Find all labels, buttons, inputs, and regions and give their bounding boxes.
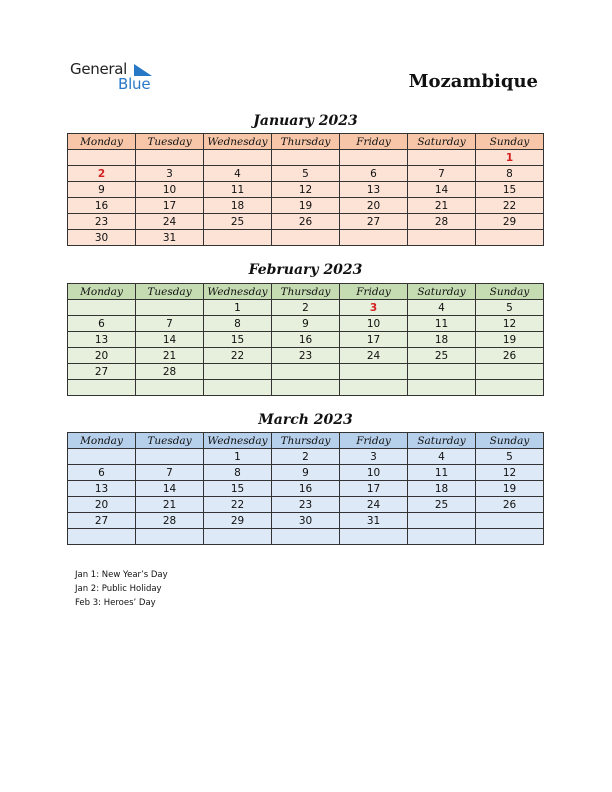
day-cell: 3 <box>136 166 204 182</box>
day-cell: 7 <box>136 465 204 481</box>
day-cell: 15 <box>476 182 544 198</box>
week-row <box>68 348 544 364</box>
empty-day-cell <box>476 513 544 529</box>
empty-day-cell <box>340 529 408 545</box>
week-row <box>68 513 544 529</box>
month-title-january: January 2023 <box>253 113 358 129</box>
empty-day-cell <box>68 449 136 465</box>
empty-day-cell <box>340 150 408 166</box>
day-cell: 16 <box>68 198 136 214</box>
week-row <box>68 182 544 198</box>
day-cell: 8 <box>204 465 272 481</box>
day-cell: 1 <box>204 300 272 316</box>
day-cell: 10 <box>340 465 408 481</box>
empty-day-cell <box>476 529 544 545</box>
day-cell: 13 <box>68 332 136 348</box>
empty-day-cell <box>136 150 204 166</box>
day-cell: 28 <box>136 364 204 380</box>
day-cell: 31 <box>340 513 408 529</box>
week-row <box>68 364 544 380</box>
day-cell: 8 <box>476 166 544 182</box>
empty-day-cell <box>272 380 340 396</box>
weekday-header: Monday <box>68 134 136 150</box>
holiday-notes <box>75 568 168 610</box>
empty-day-cell <box>408 230 476 246</box>
day-cell: 27 <box>68 513 136 529</box>
empty-day-cell <box>408 380 476 396</box>
logo-text-blue: Blue <box>118 75 151 93</box>
weekday-header: Thursday <box>272 134 340 150</box>
day-cell: 10 <box>136 182 204 198</box>
day-cell: 11 <box>408 316 476 332</box>
empty-day-cell <box>340 230 408 246</box>
day-cell: 20 <box>68 348 136 364</box>
empty-day-cell <box>68 300 136 316</box>
day-cell: 29 <box>204 513 272 529</box>
day-cell: 28 <box>408 214 476 230</box>
day-cell: 3 <box>340 300 408 316</box>
weekday-header: Friday <box>340 284 408 300</box>
day-cell: 9 <box>272 316 340 332</box>
empty-day-cell <box>68 529 136 545</box>
logo-text-general: General <box>70 60 128 78</box>
week-row <box>68 449 544 465</box>
empty-day-cell <box>408 364 476 380</box>
day-cell: 17 <box>340 332 408 348</box>
empty-day-cell <box>68 150 136 166</box>
holiday-note: Jan 1: New Year’s Day <box>75 570 168 580</box>
empty-day-cell <box>204 380 272 396</box>
empty-day-cell <box>408 529 476 545</box>
weekday-header: Thursday <box>272 433 340 449</box>
day-cell: 28 <box>136 513 204 529</box>
day-cell: 2 <box>272 300 340 316</box>
day-cell: 30 <box>68 230 136 246</box>
day-cell: 9 <box>68 182 136 198</box>
day-cell: 26 <box>476 348 544 364</box>
day-cell: 24 <box>340 348 408 364</box>
day-cell: 22 <box>204 497 272 513</box>
week-row <box>68 497 544 513</box>
day-cell: 24 <box>340 497 408 513</box>
day-cell: 11 <box>204 182 272 198</box>
weekday-header: Thursday <box>272 284 340 300</box>
day-cell: 15 <box>204 481 272 497</box>
day-cell: 10 <box>340 316 408 332</box>
empty-day-cell <box>136 380 204 396</box>
day-cell: 20 <box>68 497 136 513</box>
day-cell: 29 <box>476 214 544 230</box>
day-cell: 1 <box>476 150 544 166</box>
week-row <box>68 529 544 545</box>
day-cell: 17 <box>136 198 204 214</box>
day-cell: 23 <box>68 214 136 230</box>
holiday-note: Jan 2: Public Holiday <box>75 584 162 594</box>
empty-day-cell <box>204 529 272 545</box>
day-cell: 2 <box>68 166 136 182</box>
day-cell: 30 <box>272 513 340 529</box>
day-cell: 14 <box>136 332 204 348</box>
day-cell: 12 <box>476 316 544 332</box>
week-row <box>68 380 544 396</box>
day-cell: 18 <box>408 481 476 497</box>
empty-day-cell <box>68 380 136 396</box>
day-cell: 13 <box>68 481 136 497</box>
day-cell: 18 <box>408 332 476 348</box>
logo <box>70 60 151 93</box>
empty-day-cell <box>136 529 204 545</box>
empty-day-cell <box>476 230 544 246</box>
empty-day-cell <box>272 529 340 545</box>
empty-day-cell <box>272 364 340 380</box>
day-cell: 8 <box>204 316 272 332</box>
week-row <box>68 465 544 481</box>
day-cell: 23 <box>272 497 340 513</box>
weekday-header: Sunday <box>476 284 544 300</box>
empty-day-cell <box>272 150 340 166</box>
week-row <box>68 300 544 316</box>
day-cell: 27 <box>68 364 136 380</box>
day-cell: 6 <box>68 465 136 481</box>
week-row <box>68 332 544 348</box>
day-cell: 11 <box>408 465 476 481</box>
month-title-march: March 2023 <box>258 412 353 428</box>
day-cell: 19 <box>476 332 544 348</box>
day-cell: 19 <box>272 198 340 214</box>
weekday-header: Saturday <box>408 433 476 449</box>
weekday-header-row <box>68 134 544 150</box>
day-cell: 25 <box>408 348 476 364</box>
empty-day-cell <box>204 150 272 166</box>
day-cell: 5 <box>476 449 544 465</box>
empty-day-cell <box>136 300 204 316</box>
weekday-header: Tuesday <box>136 433 204 449</box>
calendar-february <box>67 283 544 396</box>
day-cell: 16 <box>272 481 340 497</box>
week-row <box>68 316 544 332</box>
day-cell: 18 <box>204 198 272 214</box>
day-cell: 3 <box>340 449 408 465</box>
day-cell: 25 <box>204 214 272 230</box>
empty-day-cell <box>408 150 476 166</box>
weekday-header-row <box>68 284 544 300</box>
week-row <box>68 166 544 182</box>
day-cell: 4 <box>408 300 476 316</box>
empty-day-cell <box>408 513 476 529</box>
month-title-february: February 2023 <box>248 262 363 278</box>
day-cell: 14 <box>136 481 204 497</box>
day-cell: 26 <box>272 214 340 230</box>
day-cell: 22 <box>204 348 272 364</box>
day-cell: 5 <box>476 300 544 316</box>
day-cell: 13 <box>340 182 408 198</box>
week-row <box>68 198 544 214</box>
day-cell: 6 <box>340 166 408 182</box>
weekday-header-row <box>68 433 544 449</box>
empty-day-cell <box>476 380 544 396</box>
day-cell: 1 <box>204 449 272 465</box>
day-cell: 7 <box>136 316 204 332</box>
holiday-note: Feb 3: Heroes’ Day <box>75 598 156 608</box>
weekday-header: Wednesday <box>204 284 272 300</box>
empty-day-cell <box>204 230 272 246</box>
weekday-header: Wednesday <box>204 433 272 449</box>
day-cell: 22 <box>476 198 544 214</box>
day-cell: 31 <box>136 230 204 246</box>
weekday-header: Tuesday <box>136 134 204 150</box>
week-row <box>68 481 544 497</box>
day-cell: 17 <box>340 481 408 497</box>
calendar-march <box>67 432 544 545</box>
day-cell: 21 <box>408 198 476 214</box>
day-cell: 20 <box>340 198 408 214</box>
day-cell: 19 <box>476 481 544 497</box>
day-cell: 25 <box>408 497 476 513</box>
day-cell: 14 <box>408 182 476 198</box>
weekday-header: Friday <box>340 134 408 150</box>
day-cell: 15 <box>204 332 272 348</box>
empty-day-cell <box>136 449 204 465</box>
weekday-header: Saturday <box>408 134 476 150</box>
day-cell: 26 <box>476 497 544 513</box>
day-cell: 7 <box>408 166 476 182</box>
weekday-header: Sunday <box>476 134 544 150</box>
calendar-january <box>67 133 544 246</box>
day-cell: 16 <box>272 332 340 348</box>
empty-day-cell <box>272 230 340 246</box>
weekday-header: Monday <box>68 284 136 300</box>
day-cell: 2 <box>272 449 340 465</box>
week-row <box>68 214 544 230</box>
empty-day-cell <box>476 364 544 380</box>
day-cell: 24 <box>136 214 204 230</box>
day-cell: 12 <box>272 182 340 198</box>
day-cell: 4 <box>204 166 272 182</box>
week-row <box>68 230 544 246</box>
empty-day-cell <box>340 380 408 396</box>
weekday-header: Monday <box>68 433 136 449</box>
day-cell: 5 <box>272 166 340 182</box>
weekday-header: Saturday <box>408 284 476 300</box>
day-cell: 23 <box>272 348 340 364</box>
week-row <box>68 150 544 166</box>
day-cell: 12 <box>476 465 544 481</box>
empty-day-cell <box>204 364 272 380</box>
weekday-header: Wednesday <box>204 134 272 150</box>
day-cell: 9 <box>272 465 340 481</box>
day-cell: 21 <box>136 497 204 513</box>
empty-day-cell <box>340 364 408 380</box>
day-cell: 6 <box>68 316 136 332</box>
day-cell: 27 <box>340 214 408 230</box>
day-cell: 21 <box>136 348 204 364</box>
weekday-header: Tuesday <box>136 284 204 300</box>
weekday-header: Sunday <box>476 433 544 449</box>
day-cell: 4 <box>408 449 476 465</box>
weekday-header: Friday <box>340 433 408 449</box>
country-title: Mozambique <box>408 71 538 92</box>
